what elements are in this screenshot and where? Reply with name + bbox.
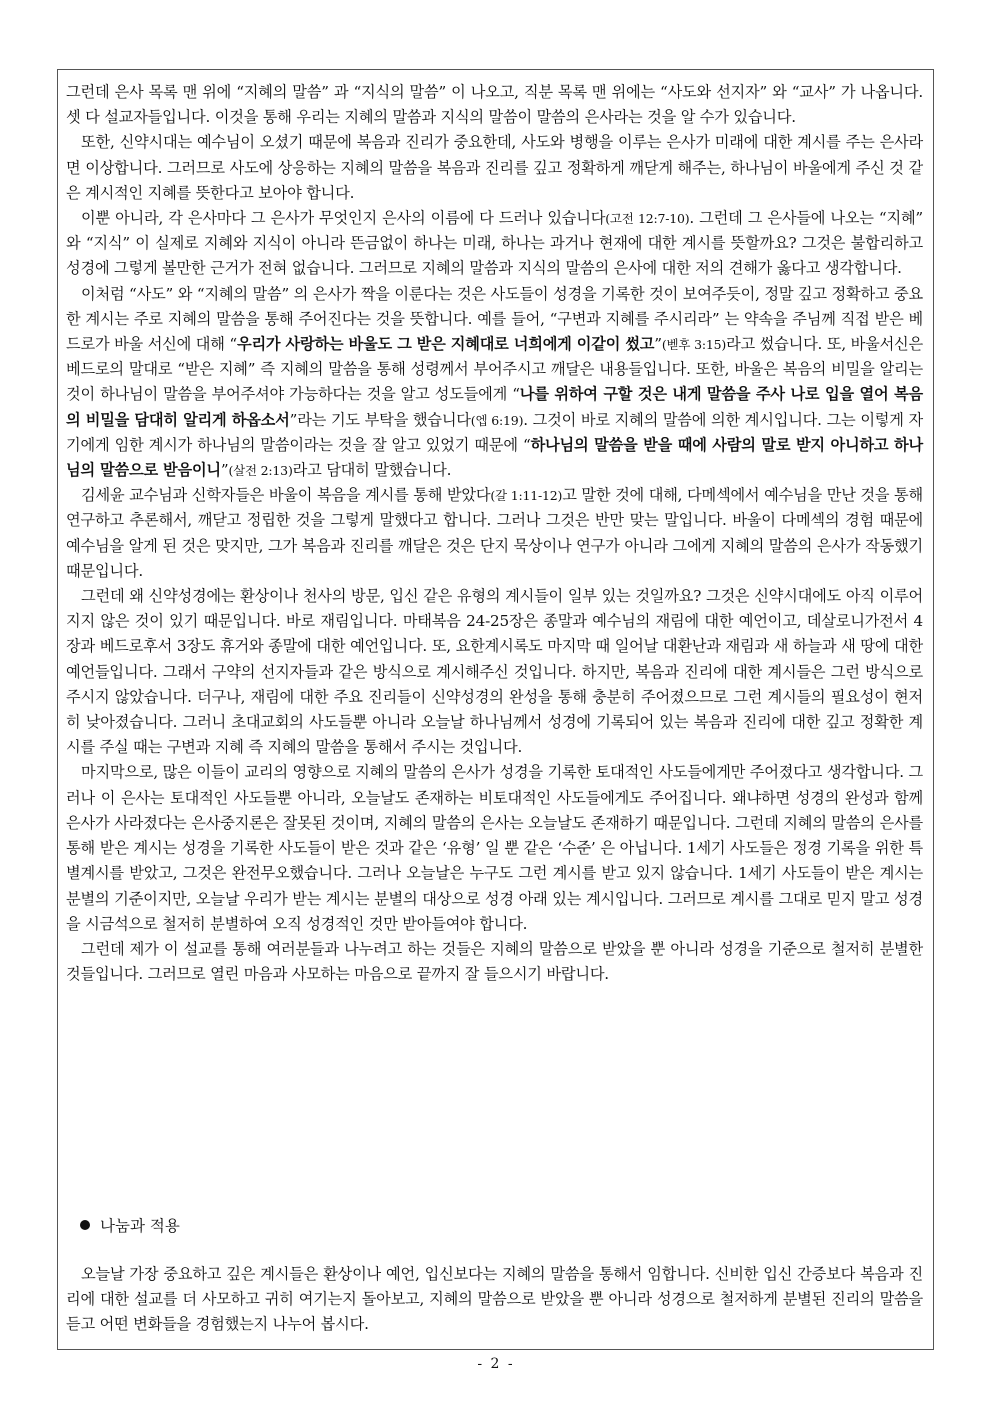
bold-quote: 하나님의 말씀을 받을 때에 사람의 말로 받지 아니하고 하나님의 말씀으로 받음이니 [66, 435, 923, 480]
sermon-body [66, 80, 923, 987]
paragraph-text: ” [220, 461, 229, 480]
paragraph-text: ” [654, 335, 662, 354]
section-heading [80, 1214, 180, 1236]
scripture-reference: (엡 6:19) [470, 412, 524, 428]
paragraph-text: 김세윤 교수님과 신학자들은 바울이 복음을 계시를 통해 받았다 [81, 486, 491, 505]
bullet-icon [80, 1220, 90, 1230]
body-paragraph [66, 584, 923, 760]
body-paragraph [66, 760, 923, 936]
scripture-reference: (고전 12:7-10) [605, 211, 690, 227]
body-paragraph [66, 483, 923, 584]
paragraph-text: 이처럼 “사도” 와 “지혜의 말씀” 의 은사가 짝을 이룬다는 것은 사도들이 성경을 기록한 것이 보여주듯이, 정말 깊고 정확하고 중요한 계시는 주로 지혜의 말씀을 통해 주어진다는 것을 뜻합니다. 예를 들어, “구변과 지혜를 주시리라” 는 약속을 주님께 직접 받은 베드로가 바울 서신에 대해 “ [66, 284, 923, 354]
paragraph-text: 그런데 은사 목록 맨 위에 “지혜의 말씀” 과 “지식의 말씀” 이 나오고, 직분 목록 맨 위에는 “사도와 선지자” 와 “교사” 가 나옵니다. 셋 다 설교자들입니다. 이것을 통해 우리는 지혜의 말씀과 지식의 말씀이 말씀의 은사라는 것을 알 수가 있습니다. [66, 83, 923, 127]
paragraph-text: . 그것이 바로 지혜의 말씀에 의한 계시입니다. 그는 이렇게 자기에게 임한 계시가 하나님의 말씀이라는 것을 잘 알고 있었기 때문에 “ [66, 410, 924, 454]
paragraph-text: ”라는 기도 부탁을 했습니다 [289, 410, 471, 429]
body-paragraph [66, 206, 923, 282]
scripture-reference: (갈 1:11-12) [490, 488, 563, 504]
page-frame [57, 69, 934, 1350]
body-paragraph [66, 130, 923, 206]
paragraph-text: 그런데 왜 신약성경에는 환상이나 천사의 방문, 입신 같은 유형의 계시들이 일부 있는 것일까요? 그것은 신약시대에도 아직 이루어지지 않은 것이 있기 때문입니다. 바로 재림입니다. 마태복음 24-25장은 종말과 예수님의 재림에 대한 예언이고, 데살로니가전서 4장과 베드로후서 3장도 휴거와 종말에 대한 예언입니다. 또, 요한계시록도 마지막 때 일어날 대환난과 재림과 새 하늘과 새 땅에 대한 예언들입니다. 그래서 구약의 선지자들과 같은 방식으로 계시해주신 것입니다. 하지만, 복음과 진리에 대한 계시들은 그런 방식으로 주시지 않았습니다. 더구나, 재림에 대한 주요 진리들이 신약성경의 완성을 통해 충분히 주어졌으므로 그런 계시들의 필요성이 현저히 낮아졌습니다. 그러니 초대교회의 사도들뿐 아니라 오늘날 하나님께서 성경에 기록되어 있는 복음과 진리에 대한 깊고 정확한 계시를 주실 때는 구변과 지혜 즉 지혜의 말씀을 통해서 주시는 것입니다. [66, 587, 923, 757]
paragraph-text: 그런데 제가 이 설교를 통해 여러분들과 나누려고 하는 것들은 지혜의 말씀으로 받았을 뿐 아니라 성경을 기준으로 철저히 분별한 것들입니다. 그러므로 열린 마음과 사모하는 마음으로 끝까지 잘 들으시기 바랍니다. [66, 939, 923, 984]
paragraph-text: 라고 썼습니다. 또, 바울서신은 베드로의 말대로 “받은 지혜” 즉 지혜의 말씀을 통해 성령께서 부어주시고 깨달은 내용들입니다. 또한, 바울은 복음의 비밀을 알리는 것이 하나님이 말씀을 부어주셔야 가능하다는 것을 알고 성도들에게 “ [66, 335, 923, 404]
page-number: - 2 - [477, 1356, 515, 1372]
scripture-reference: (벧후 3:15) [661, 337, 727, 353]
paragraph-text: 또한, 신약시대는 예수님이 오셨기 때문에 복음과 진리가 중요한데, 사도와 병행을 이루는 은사가 미래에 대한 계시를 주는 은사라면 이상합니다. 그러므로 사도에 상응하는 지혜의 말씀을 복음과 진리를 깊고 정확하게 깨닫게 해주는, 하나님이 바울에게 주신 것 같은 계시적인 지혜를 뜻한다고 보아야 합니다. [66, 133, 923, 202]
body-paragraph [66, 80, 923, 130]
section-title: 나눔과 적용 [100, 1217, 180, 1235]
bold-quote: 나를 위하여 구할 것은 내게 말씀을 주사 나로 입을 열어 복음의 비밀을 담대히 알리게 하옵소서 [66, 385, 923, 429]
paragraph-text: . 그런데 그 은사들에 나오는 “지혜” 와 “지식” 이 실제로 지혜와 지식이 아니라 뜬금없이 하나는 미래, 하나는 과거나 현재에 대한 계시를 뜻할까요? 그것은 불합리하고 성경에 그렇게 볼만한 근거가 전혀 없습니다. 그러므로 지혜의 말씀과 지식의 말씀의 은사에 대한 저의 견해가 옳다고 생각합니다. [66, 209, 923, 278]
scripture-reference: (살전 2:13) [228, 463, 293, 479]
body-paragraph [66, 282, 923, 484]
application-block [66, 1262, 923, 1338]
application-paragraph: 오늘날 가장 중요하고 깊은 계시들은 환상이나 예언, 입신보다는 지혜의 말씀을 통해서 임합니다. 신비한 입신 간증보다 복음과 진리에 대한 설교를 더 사모하고 귀히 여기는지 돌아보고, 지혜의 말씀으로 받았을 뿐 아니라 성경으로 철저하게 분별된 진리의 말씀을 듣고 어떤 변화들을 경험했는지 나누어 봅시다. [66, 1265, 923, 1334]
paragraph-text: 고 말한 것에 대해, 다메섹에서 예수님을 만난 것을 통해 연구하고 추론해서, 깨닫고 정립한 것을 그렇게 말했다고 합니다. 그러나 그것은 반만 맞는 말입니다. 바울이 다메섹의 경험 때문에 예수님을 알게 된 것은 맞지만, 그가 복음과 진리를 깨달은 것은 단지 묵상이나 연구가 아니라 그에게 지혜의 말씀의 은사가 작동했기 때문입니다. [66, 486, 923, 580]
body-paragraph [66, 937, 923, 987]
paragraph-text: 라고 담대히 말했습니다. [292, 461, 452, 480]
bold-quote: 우리가 사랑하는 바울도 그 받은 지혜대로 너희에게 이같이 썼고 [236, 335, 655, 354]
paragraph-text: 이뿐 아니라, 각 은사마다 그 은사가 무엇인지 은사의 이름에 다 드러나 있습니다 [81, 209, 606, 228]
paragraph-text: 마지막으로, 많은 이들이 교리의 영향으로 지혜의 말씀의 은사가 성경을 기록한 토대적인 사도들에게만 주어졌다고 생각합니다. 그러나 이 은사는 토대적인 사도들뿐 아니라, 오늘날도 존재하는 비토대적인 사도들에게도 주어집니다. 왜냐하면 성경의 완성과 함께 은사가 사라졌다는 은사중지론은 잘못된 것이며, 지혜의 말씀의 은사는 오늘날도 존재하기 때문입니다. 그런데 지혜의 말씀의 은사를 통해 받은 계시는 성경을 기록한 사도들이 받은 것과 같은 ‘유형’ 일 뿐 같은 ‘수준’ 은 아닙니다. 1세기 사도들은 정경 기록을 위한 특별계시를 받았고, 그것은 완전무오했습니다. 그러나 오늘날은 누구도 그런 계시를 받고 있지 않습니다. 1세기 사도들이 받은 계시는 분별의 기준이지만, 오늘날 우리가 받는 계시는 분별의 대상으로 성경 아래 있는 계시입니다. 그러므로 계시를 그대로 믿지 말고 성경을 시금석으로 철저히 분별하여 오직 성경적인 것만 받아들여야 합니다. [66, 763, 923, 933]
